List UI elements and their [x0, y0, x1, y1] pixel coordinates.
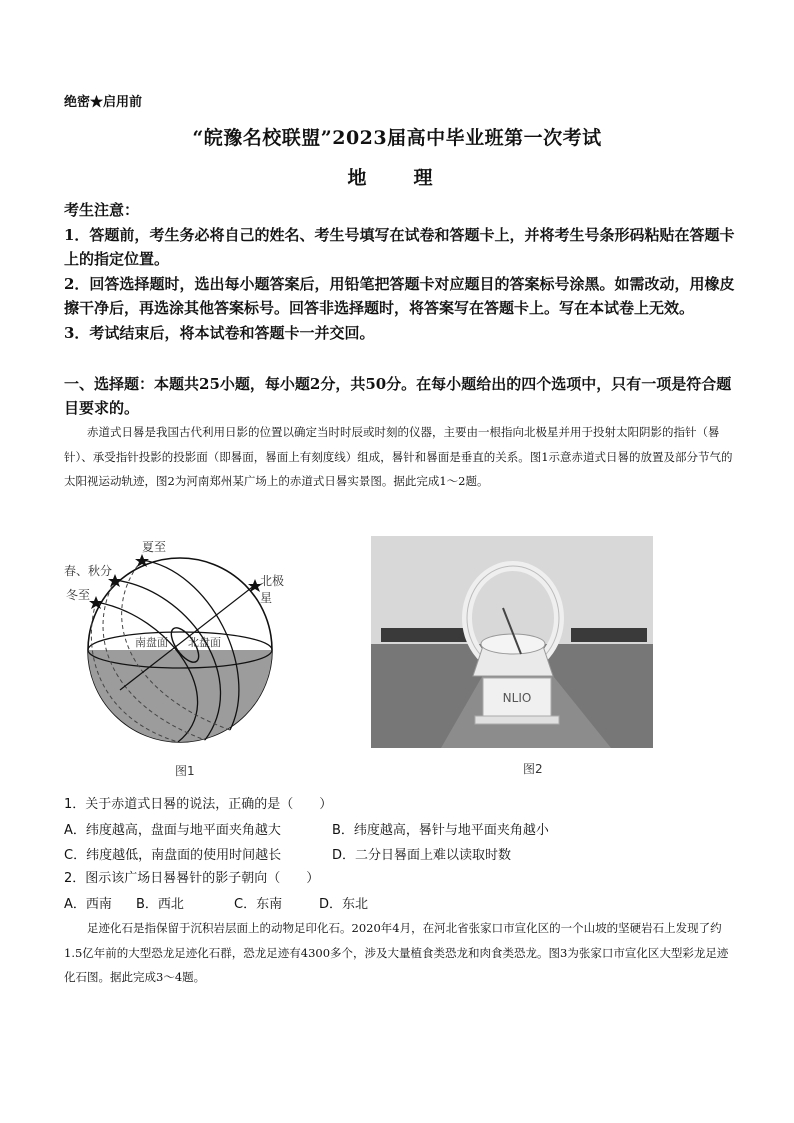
label-summer-solstice: 夏至 [142, 540, 167, 554]
svg-text:NLIO: NLIO [502, 691, 532, 705]
figure-2 [371, 536, 653, 786]
question-2-stem: 2．图示该广场日晷晷针的影子朝向（ ） [64, 871, 320, 886]
label-equinox: 春、秋分 [64, 564, 113, 578]
option-1a: A．纬度越高，盘面与地平面夹角越大 [64, 823, 281, 838]
exam-notes [64, 198, 736, 345]
confidential-mark: 绝密★启用前 [64, 95, 143, 110]
note-item: 1．答题前，考生务必将自己的姓名、考生号填写在试卷和答题卡上，并将考生号条形码粘贴在答题卡上的指定位置。 [64, 225, 735, 268]
passage-sundial: 赤道式日晷是我国古代利用日影的位置以确定当时时辰或时刻的仪器，主要由一根指向北极星并用于投射太阳阴影的指针（晷针）、承受指针投影的投影面（即晷面，晷面上有刻度线）组成，晷针和晷面是垂直的关系。图1示意赤道式日晷的放置及部分节气的太阳视运动轨迹，图2为河南郑州某广场上的赤道式日晷实景图。据此完成1～2题。 [64, 425, 733, 489]
option-2a: A．西南 [64, 897, 112, 912]
question-2-options [64, 893, 464, 915]
label-north-face: 北盘面 [188, 636, 221, 649]
note-item: 3．考试结束后，将本试卷和答题卡一并交回。 [64, 323, 375, 342]
option-2d: D．东北 [319, 897, 369, 912]
notes-heading: 考生注意： [64, 201, 140, 219]
label-winter-solstice: 冬至 [66, 588, 91, 602]
passage-dinosaur-footprints: 足迹化石是指保留于沉积岩层面上的动物足印化石。2020年4月，在河北省张家口市宣化区的一个山坡的坚硬岩石上发现了约1.5亿年前的大型恐龙足迹化石群，恐龙足迹有4300多个，涉及大量植食类恐龙和肉食类恐龙。图3为张家口市宣化区大型彩龙足迹化石图。据此完成3～4题。 [64, 921, 729, 985]
option-1d: D．二分日晷面上难以读取时数 [332, 848, 512, 863]
figure-1-caption: 图1 [175, 764, 195, 778]
option-2c: C．东南 [234, 897, 283, 912]
label-polaris: 北极星 [260, 574, 285, 605]
subject-title: 地 理 [347, 167, 447, 189]
question-1-stem: 1．关于赤道式日晷的说法，正确的是（ ） [64, 797, 333, 812]
sundial-photo [371, 536, 653, 748]
note-item: 2．回答选择题时，选出每小题答案后，用铅笔把答题卡对应题目的答案标号涂黑。如需改动，用橡皮擦干净后，再选涂其他答案标号。回答非选择题时，将答案写在答题卡上。写在本试卷上无效。 [64, 274, 735, 317]
question-1-options [64, 819, 736, 869]
option-2b: B．西北 [136, 897, 184, 912]
option-1c: C．纬度越低，南盘面的使用时间越长 [64, 848, 282, 863]
exam-title: “皖豫名校联盟”2023届高中毕业班第一次考试 [192, 127, 602, 149]
figure-1 [60, 540, 290, 780]
option-1b: B．纬度越高，晷针与地平面夹角越小 [332, 823, 549, 838]
section-heading: 一、选择题：本题共25小题，每小题2分，共50分。在每小题给出的四个选项中，只有一项是符合题目要求的。 [64, 375, 732, 417]
label-south-face: 南盘面 [135, 636, 168, 649]
figure-2-caption: 图2 [523, 762, 543, 776]
